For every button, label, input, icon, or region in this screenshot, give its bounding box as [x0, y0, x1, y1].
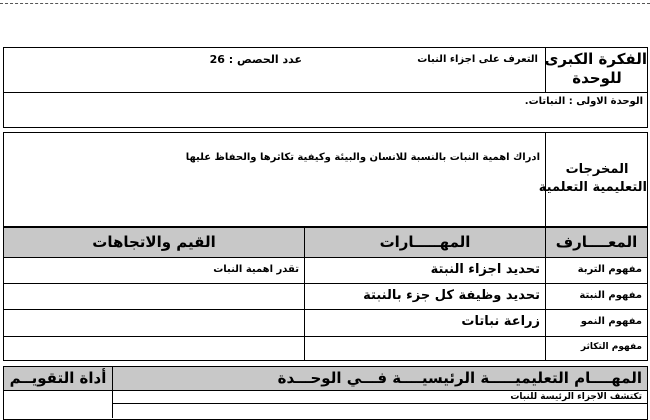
- value-cell: تقدر اهمية النبات: [213, 264, 299, 275]
- row-line-2: [3, 283, 648, 284]
- skill-cell: تحديد اجزاء النبتة: [430, 262, 540, 277]
- assessment-header: أداة التقويــم: [9, 369, 107, 387]
- outcomes-label-line1: المخرجات: [565, 162, 629, 177]
- knowledge-cell: مفهوم التربة: [577, 264, 642, 275]
- skill-cell: زراعة نباتات: [461, 314, 540, 329]
- header-skills: المهـــــارات: [379, 233, 471, 251]
- tasks-col-divider-body: [112, 390, 113, 418]
- unit-label: الوحدة الاولى : النباتات.: [524, 96, 643, 107]
- big-idea-label-line2: للوحدة: [572, 69, 622, 87]
- tasks-header: المهــــام التعليميـــــة الرئيسيــــة فـــي الوحـــدة: [277, 369, 642, 387]
- header-values: القيم والاتجاهات: [92, 233, 216, 251]
- sessions-count: عدد الحصص : 26: [209, 53, 302, 66]
- knowledge-cell: مفهوم النبتة: [579, 290, 642, 301]
- tasks-col-divider: [112, 366, 113, 390]
- row-line-1: [3, 257, 648, 258]
- skill-cell: تحديد وظيفة كل جزء بالنبتة: [363, 288, 540, 303]
- knowledge-cell: مفهوم النمو: [580, 316, 642, 327]
- knowledge-cell: مفهوم التكاثر: [580, 342, 642, 352]
- header-knowledge: المعــــارف: [555, 233, 638, 251]
- big-idea-label-line1: الفكرة الكبرى: [544, 50, 647, 68]
- task-row: تكتشف الاجزاء الرئيسة للنبات: [510, 392, 642, 402]
- tasks-header-line: [3, 390, 648, 391]
- page-top-dashed-line: [0, 3, 650, 4]
- row-line-3: [3, 309, 648, 310]
- row-line-4: [3, 336, 648, 337]
- big-idea-value: التعرف على اجزاء النبات: [417, 54, 538, 65]
- outcomes-text: ادراك اهمية النبات بالنسبة للانسان والبيئة وكيفية تكاثرها والحفاظ عليها: [185, 152, 540, 163]
- outcomes-label-line2: التعليمية التعلمية: [538, 180, 647, 195]
- tasks-row-line: [112, 403, 648, 404]
